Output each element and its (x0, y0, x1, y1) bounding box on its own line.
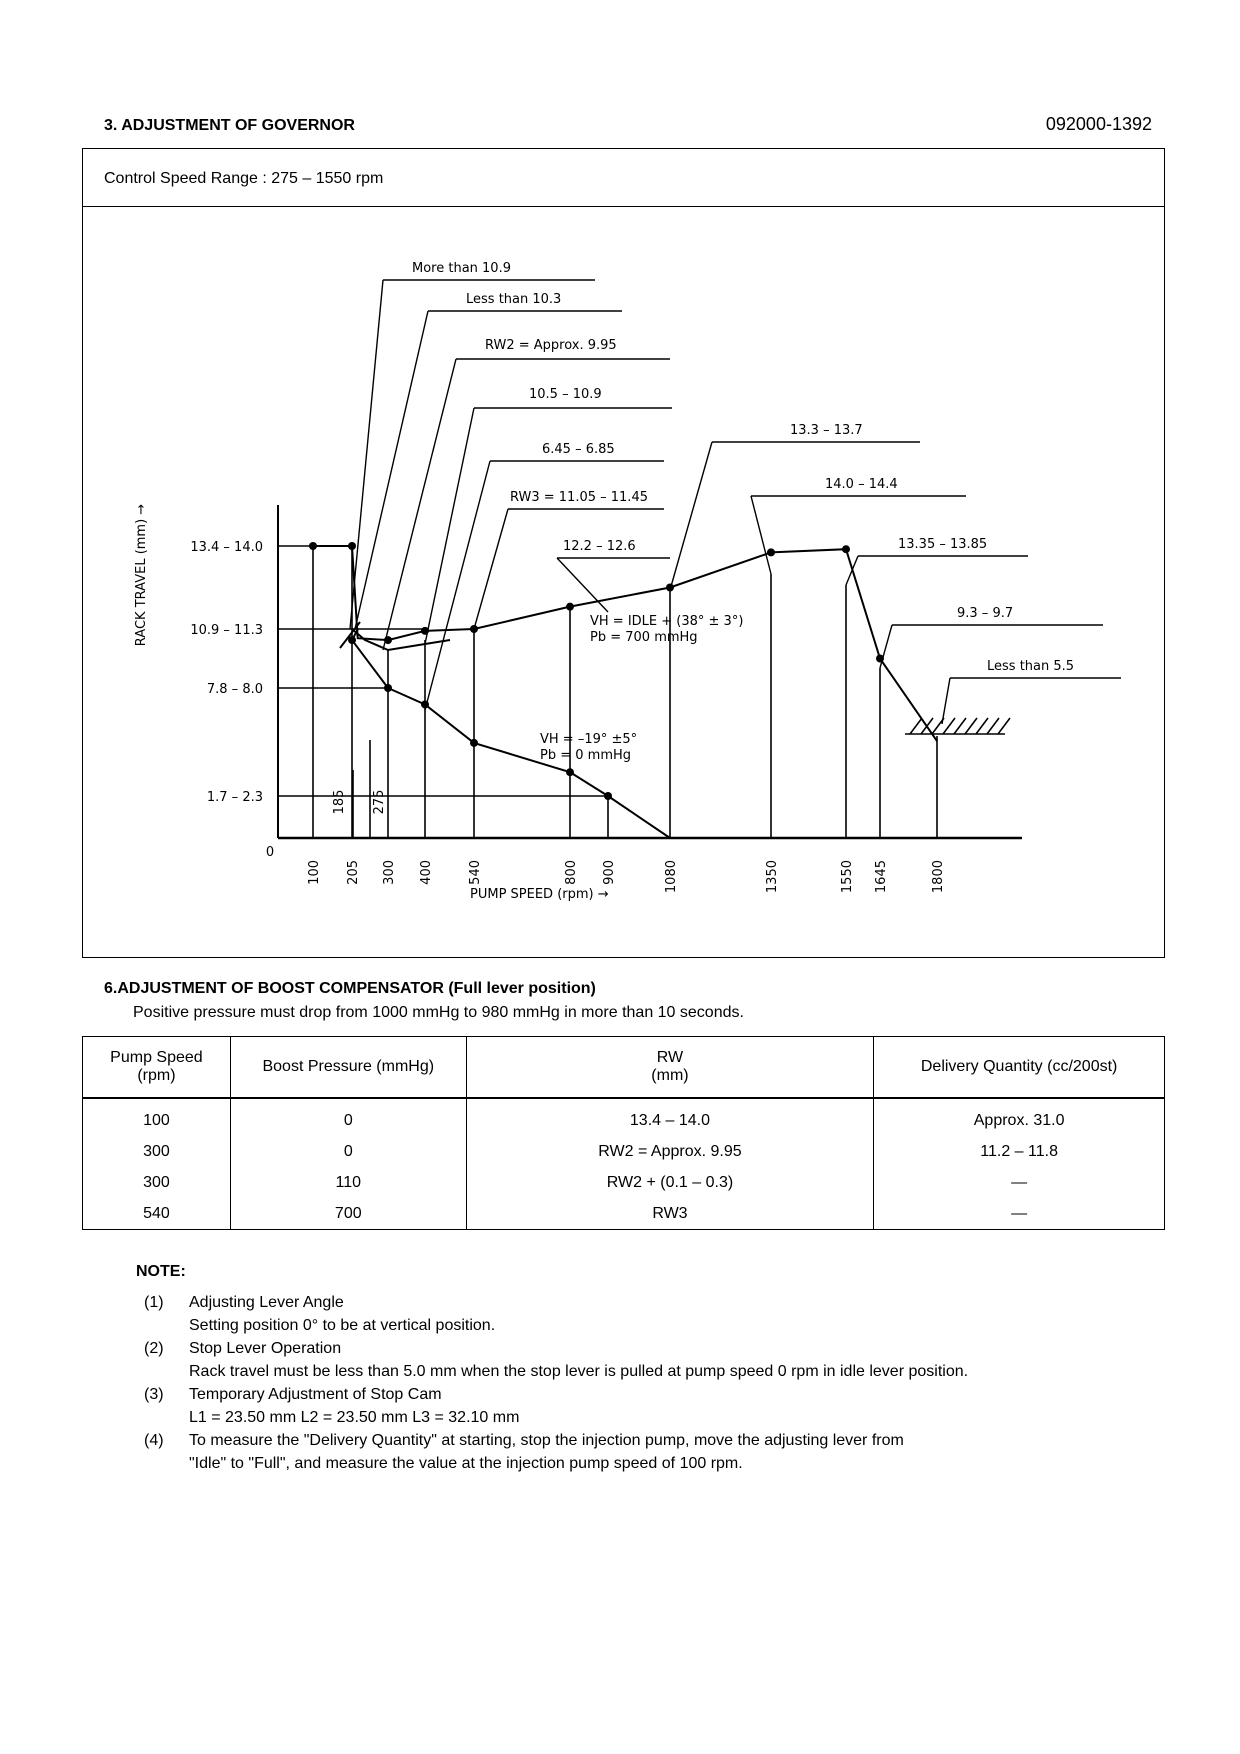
stopper-hatch (998, 718, 1010, 734)
header-rw: RW (mm) (466, 1037, 874, 1099)
data-point (566, 768, 574, 776)
stopper-hatch (954, 718, 966, 734)
cell: 100 (83, 1098, 231, 1136)
y-tick-label: 13.4 – 14.0 (190, 540, 263, 555)
y-tick-label: 7.8 – 8.0 (206, 682, 263, 697)
document-number: 092000-1392 (1045, 114, 1152, 134)
boost-subtitle: Positive pressure must drop from 1000 mmHg to 980 mmHg in more than 10 seconds. (133, 1004, 744, 1021)
cell: 300 (83, 1136, 231, 1167)
data-point (666, 584, 674, 592)
annotation-leader (474, 509, 508, 629)
speed-mark-label: 185 (332, 789, 347, 815)
governor-chart (83, 207, 1164, 957)
data-point (470, 625, 478, 633)
table-header-row (83, 1037, 1165, 1099)
cell: — (874, 1167, 1165, 1198)
table-row (83, 1167, 1165, 1198)
note-list (144, 1291, 1164, 1491)
x-tick-label: 400 (419, 860, 434, 885)
data-point (767, 548, 775, 556)
data-point (348, 636, 356, 644)
stopper-hatch (910, 718, 922, 734)
x-axis-title: PUMP SPEED (rpm) → (470, 887, 609, 902)
curve-label: Pb = 700 mmHg (590, 630, 698, 645)
data-point (421, 627, 429, 635)
annotation-label: Less than 5.5 (987, 659, 1075, 674)
cell: 300 (83, 1167, 231, 1198)
annotation-leader (425, 408, 474, 644)
table-row (83, 1136, 1165, 1167)
note-title: NOTE: (136, 1263, 186, 1280)
boost-title: 6.ADJUSTMENT OF BOOST COMPENSATOR (Full lever position) (104, 980, 596, 997)
note-item: (4) To measure the "Delivery Quantity" at starting, stop the injection pump, move the adjusting lever from (144, 1432, 904, 1449)
x-tick-label: 800 (564, 860, 579, 885)
x-tick-label: 900 (602, 860, 617, 885)
note-item: (2) Stop Lever Operation (144, 1340, 342, 1357)
cell: — (874, 1198, 1165, 1230)
cell: 700 (230, 1198, 466, 1230)
stopper-hatch (943, 718, 955, 734)
x-tick-label: 540 (468, 860, 483, 885)
cell: 540 (83, 1198, 231, 1230)
cell: 13.4 – 14.0 (466, 1098, 874, 1136)
x-tick-label: 1800 (931, 860, 946, 894)
x-tick-label: 0 (265, 845, 275, 860)
x-tick-label: 1080 (664, 860, 679, 894)
data-point (842, 545, 850, 553)
annotation-label: 12.2 – 12.6 (563, 539, 636, 554)
cell: 11.2 – 11.8 (874, 1136, 1165, 1167)
data-point (876, 655, 884, 663)
note-item: Rack travel must be less than 5.0 mm when the stop lever is pulled at pump speed 0 rpm in idle lever position. (189, 1363, 969, 1380)
cell: 110 (230, 1167, 466, 1198)
section-title: 3. ADJUSTMENT OF GOVERNOR (104, 117, 355, 134)
note-item: (3) Temporary Adjustment of Stop Cam (144, 1386, 442, 1403)
boost-table (82, 1036, 1165, 1230)
data-point (384, 684, 392, 692)
note-item: "Idle" to "Full", and measure the value at the injection pump speed of 100 rpm. (189, 1455, 743, 1472)
table-row (83, 1198, 1165, 1230)
data-point (566, 603, 574, 611)
table-row (83, 1098, 1165, 1136)
x-tick-label: 300 (382, 860, 397, 885)
curve-label: VH = IDLE + (38° ± 3°) (590, 614, 744, 629)
x-tick-label: 1350 (765, 860, 780, 894)
annotation-label: More than 10.9 (412, 261, 511, 276)
annotation-label: 6.45 – 6.85 (542, 442, 615, 457)
annotation-label: 10.5 – 10.9 (529, 387, 602, 402)
annotation-label: RW2 = Approx. 9.95 (485, 338, 617, 353)
cell: RW2 = Approx. 9.95 (466, 1136, 874, 1167)
annotation-leader (942, 678, 950, 724)
annotation-label: 13.35 – 13.85 (898, 537, 988, 552)
annotation-leader (425, 461, 490, 710)
stopper-hatch (976, 718, 988, 734)
x-tick-label: 100 (307, 860, 322, 885)
cell: 0 (230, 1098, 466, 1136)
x-tick-label: 205 (346, 860, 361, 885)
note-item: (1) Adjusting Lever Angle (144, 1294, 344, 1311)
annotation-leader (383, 359, 456, 650)
annotation-leader (751, 496, 771, 574)
speed-mark-label: 275 (372, 789, 387, 815)
x-tick-label: 1550 (840, 860, 855, 894)
curve-label: Pb = 0 mmHg (540, 748, 632, 763)
x-tick-label: 1645 (874, 860, 889, 894)
cell: RW3 (466, 1198, 874, 1230)
data-point (348, 542, 356, 550)
y-tick-label: 10.9 – 11.3 (190, 623, 263, 638)
annotation-leader (355, 311, 428, 629)
cell: RW2 + (0.1 – 0.3) (466, 1167, 874, 1198)
data-point (384, 636, 392, 644)
data-point (421, 700, 429, 708)
annotation-label: Less than 10.3 (466, 292, 562, 307)
control-speed-range: Control Speed Range : 275 – 1550 rpm (104, 170, 384, 187)
y-axis-title: RACK TRAVEL (mm) → (134, 503, 149, 647)
cell: 0 (230, 1136, 466, 1167)
data-point (309, 542, 317, 550)
header-pump-speed: Pump Speed (rpm) (83, 1037, 231, 1099)
annotation-label: 13.3 – 13.7 (790, 423, 863, 438)
curve-label: VH = –19° ±5° (540, 732, 638, 747)
header-boost-pressure: Boost Pressure (mmHg) (230, 1037, 466, 1099)
note-item: Setting position 0° to be at vertical position. (189, 1317, 496, 1334)
annotation-label: 14.0 – 14.4 (825, 477, 898, 492)
stopper-hatch (932, 718, 944, 734)
stopper-hatch (965, 718, 977, 734)
y-tick-label: 1.7 – 2.3 (206, 790, 263, 805)
data-point (604, 792, 612, 800)
header-delivery-quantity: Delivery Quantity (cc/200st) (874, 1037, 1165, 1099)
annotation-leader (670, 442, 712, 590)
annotation-label: 9.3 – 9.7 (957, 606, 1014, 621)
annotation-label: RW3 = 11.05 – 11.45 (510, 490, 648, 505)
data-point (470, 739, 478, 747)
stopper-hatch (987, 718, 999, 734)
cell: Approx. 31.0 (874, 1098, 1165, 1136)
note-item: L1 = 23.50 mm L2 = 23.50 mm L3 = 32.10 mm (189, 1409, 520, 1426)
